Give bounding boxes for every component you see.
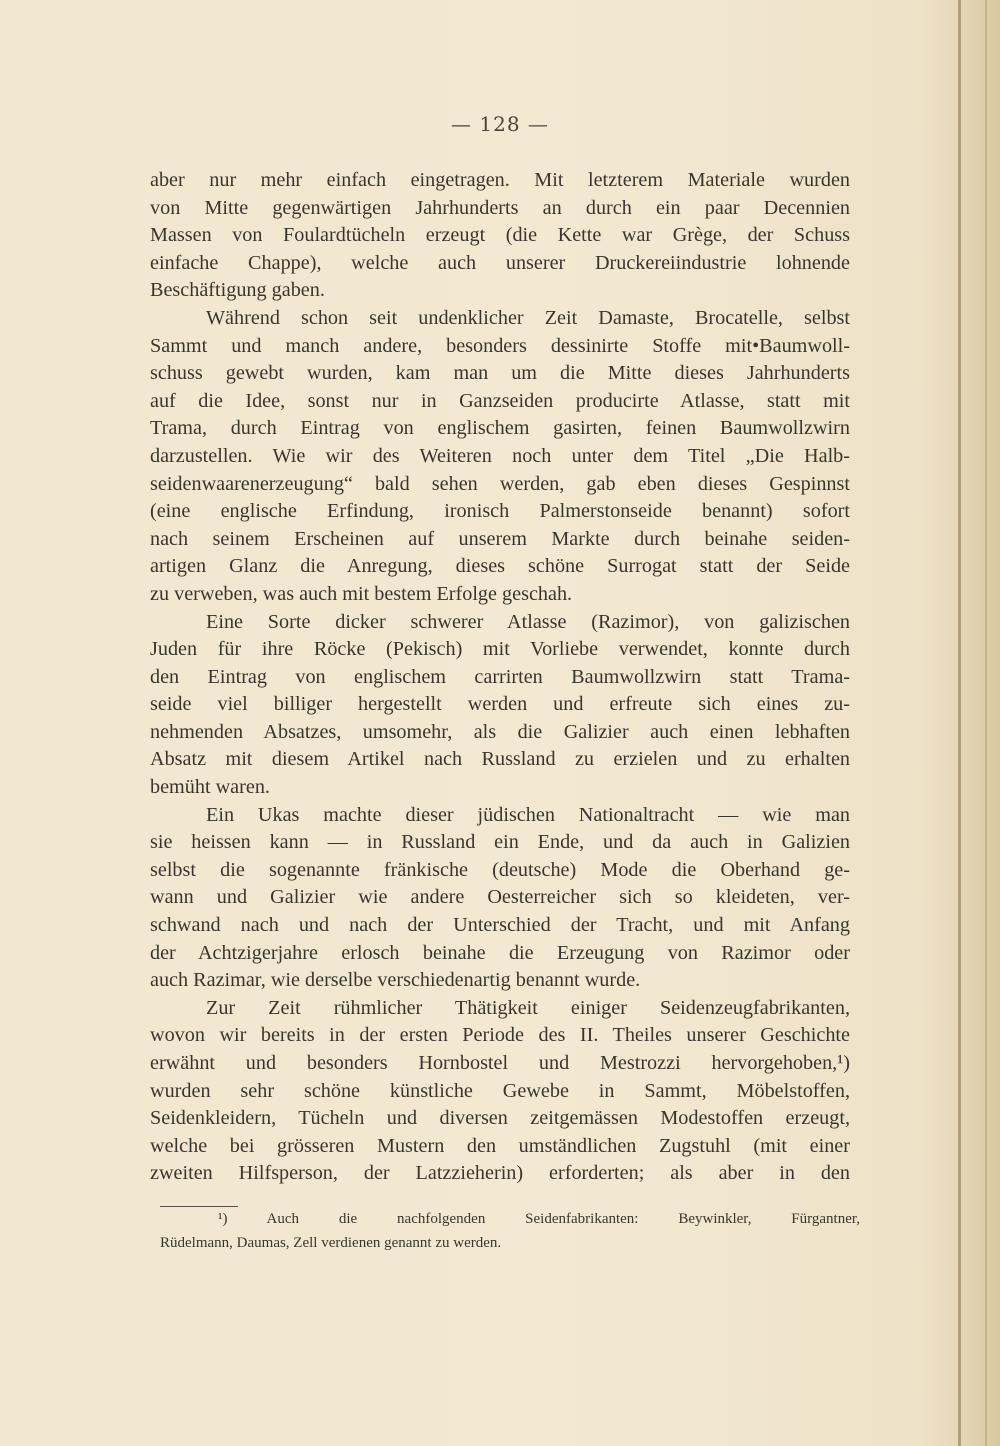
footnote-line: Rüdelmann, Daumas, Zell verdienen genannt zu werden. <box>160 1235 502 1251</box>
page-edge-line <box>958 0 961 1446</box>
text-line: den Eintrag von englischem carrirten Baumwollzwirn statt Trama- <box>150 665 850 688</box>
text-line: sie heissen kann — in Russland ein Ende, und da auch in Galizien <box>150 831 850 854</box>
text-line: zu verweben, was auch mit bestem Erfolge geschah. <box>150 582 573 605</box>
text-line: von Mitte gegenwärtigen Jahrhunderts an durch ein paar Decennien <box>150 196 850 219</box>
text-line: schwand nach und nach der Unterschied der Tracht, und mit Anfang <box>150 914 850 937</box>
page-edge-line-outer <box>985 0 987 1446</box>
text-line: Während schon seit undenklicher Zeit Damaste, Brocatelle, selbst <box>206 306 850 329</box>
text-line: artigen Glanz die Anregung, dieses schöne Surrogat statt der Seide <box>150 555 850 578</box>
body-text <box>150 167 850 1188</box>
footnote-line: ¹) Auch die nachfolgenden Seidenfabrikanten: Beywinkler, Fürgantner, <box>218 1211 860 1227</box>
text-line: (eine englische Erfindung, ironisch Palmerstonseide benannt) sofort <box>150 500 850 523</box>
text-line: Juden für ihre Röcke (Pekisch) mit Vorliebe verwendet, konnte durch <box>150 638 850 661</box>
text-line: welche bei grösseren Mustern den umständlichen Zugstuhl (mit einer <box>150 1134 850 1157</box>
text-line: Massen von Foulardtücheln erzeugt (die Kette war Grège, der Schuss <box>150 224 850 247</box>
text-line: seide viel billiger hergestellt werden und erfreute sich eines zu- <box>150 693 850 716</box>
text-line: nehmenden Absatzes, umsomehr, als die Galizier auch einen lebhaften <box>150 720 850 743</box>
text-line: Absatz mit diesem Artikel nach Russland zu erzielen und zu erhalten <box>150 748 850 771</box>
text-line: selbst die sogenannte fränkische (deutsche) Mode die Oberhand ge- <box>150 858 850 881</box>
text-line: Zur Zeit rühmlicher Thätigkeit einiger Seidenzeugfabrikanten, <box>206 996 850 1019</box>
text-line: Eine Sorte dicker schwerer Atlasse (Razimor), von galizischen <box>206 610 850 633</box>
text-line: wovon wir bereits in der ersten Periode des II. Theiles unserer Geschichte <box>150 1024 850 1047</box>
text-line: aber nur mehr einfach eingetragen. Mit letzterem Materiale wurden <box>150 169 850 191</box>
page-number: — 128 — <box>451 112 549 136</box>
text-line: der Achtzigerjahre erlosch beinahe die Erzeugung von Razimor oder <box>150 941 850 964</box>
text-line: auch Razimar, wie derselbe verschiedenartig benannt wurde. <box>150 969 641 992</box>
text-line: erwähnt und besonders Hornbostel und Mestrozzi hervorgehoben,¹) <box>150 1052 850 1074</box>
text-line: zweiten Hilfsperson, der Latzzieherin) erforderten; als aber in den <box>150 1162 850 1185</box>
footnote <box>160 1207 860 1255</box>
text-line: auf die Idee, sonst nur in Ganzseiden producirte Atlasse, statt mit <box>150 389 850 412</box>
text-line: wurden sehr schöne künstliche Gewebe in Sammt, Möbelstoffen, <box>150 1079 850 1102</box>
text-line: seidenwaarenerzeugung“ bald sehen werden, gab eben dieses Gespinnst <box>150 472 850 495</box>
text-line: Beschäftigung gaben. <box>150 279 325 302</box>
text-line: bemüht waren. <box>150 776 270 799</box>
text-line: Seidenkleidern, Tücheln und diversen zeitgemässen Modestoffen erzeugt, <box>150 1107 850 1130</box>
text-line: Ein Ukas machte dieser jüdischen Nationaltracht — wie man <box>206 803 850 826</box>
text-line: einfache Chappe), welche auch unserer Druckereiindustrie lohnende <box>150 251 850 274</box>
text-line: nach seinem Erscheinen auf unserem Markte durch beinahe seiden- <box>150 527 850 550</box>
text-line: darzustellen. Wie wir des Weiteren noch unter dem Titel „Die Halb- <box>150 444 850 467</box>
text-line: schuss gewebt wurden, kam man um die Mitte dieses Jahrhunderts <box>150 362 850 385</box>
text-line: Trama, durch Eintrag von englischem gasirten, feinen Baumwollzwirn <box>150 417 850 440</box>
text-line: wann und Galizier wie andere Oesterreicher sich so kleideten, ver- <box>150 886 850 909</box>
text-line: Sammt und manch andere, besonders dessinirte Stoffe mit•Baumwoll- <box>150 334 850 357</box>
